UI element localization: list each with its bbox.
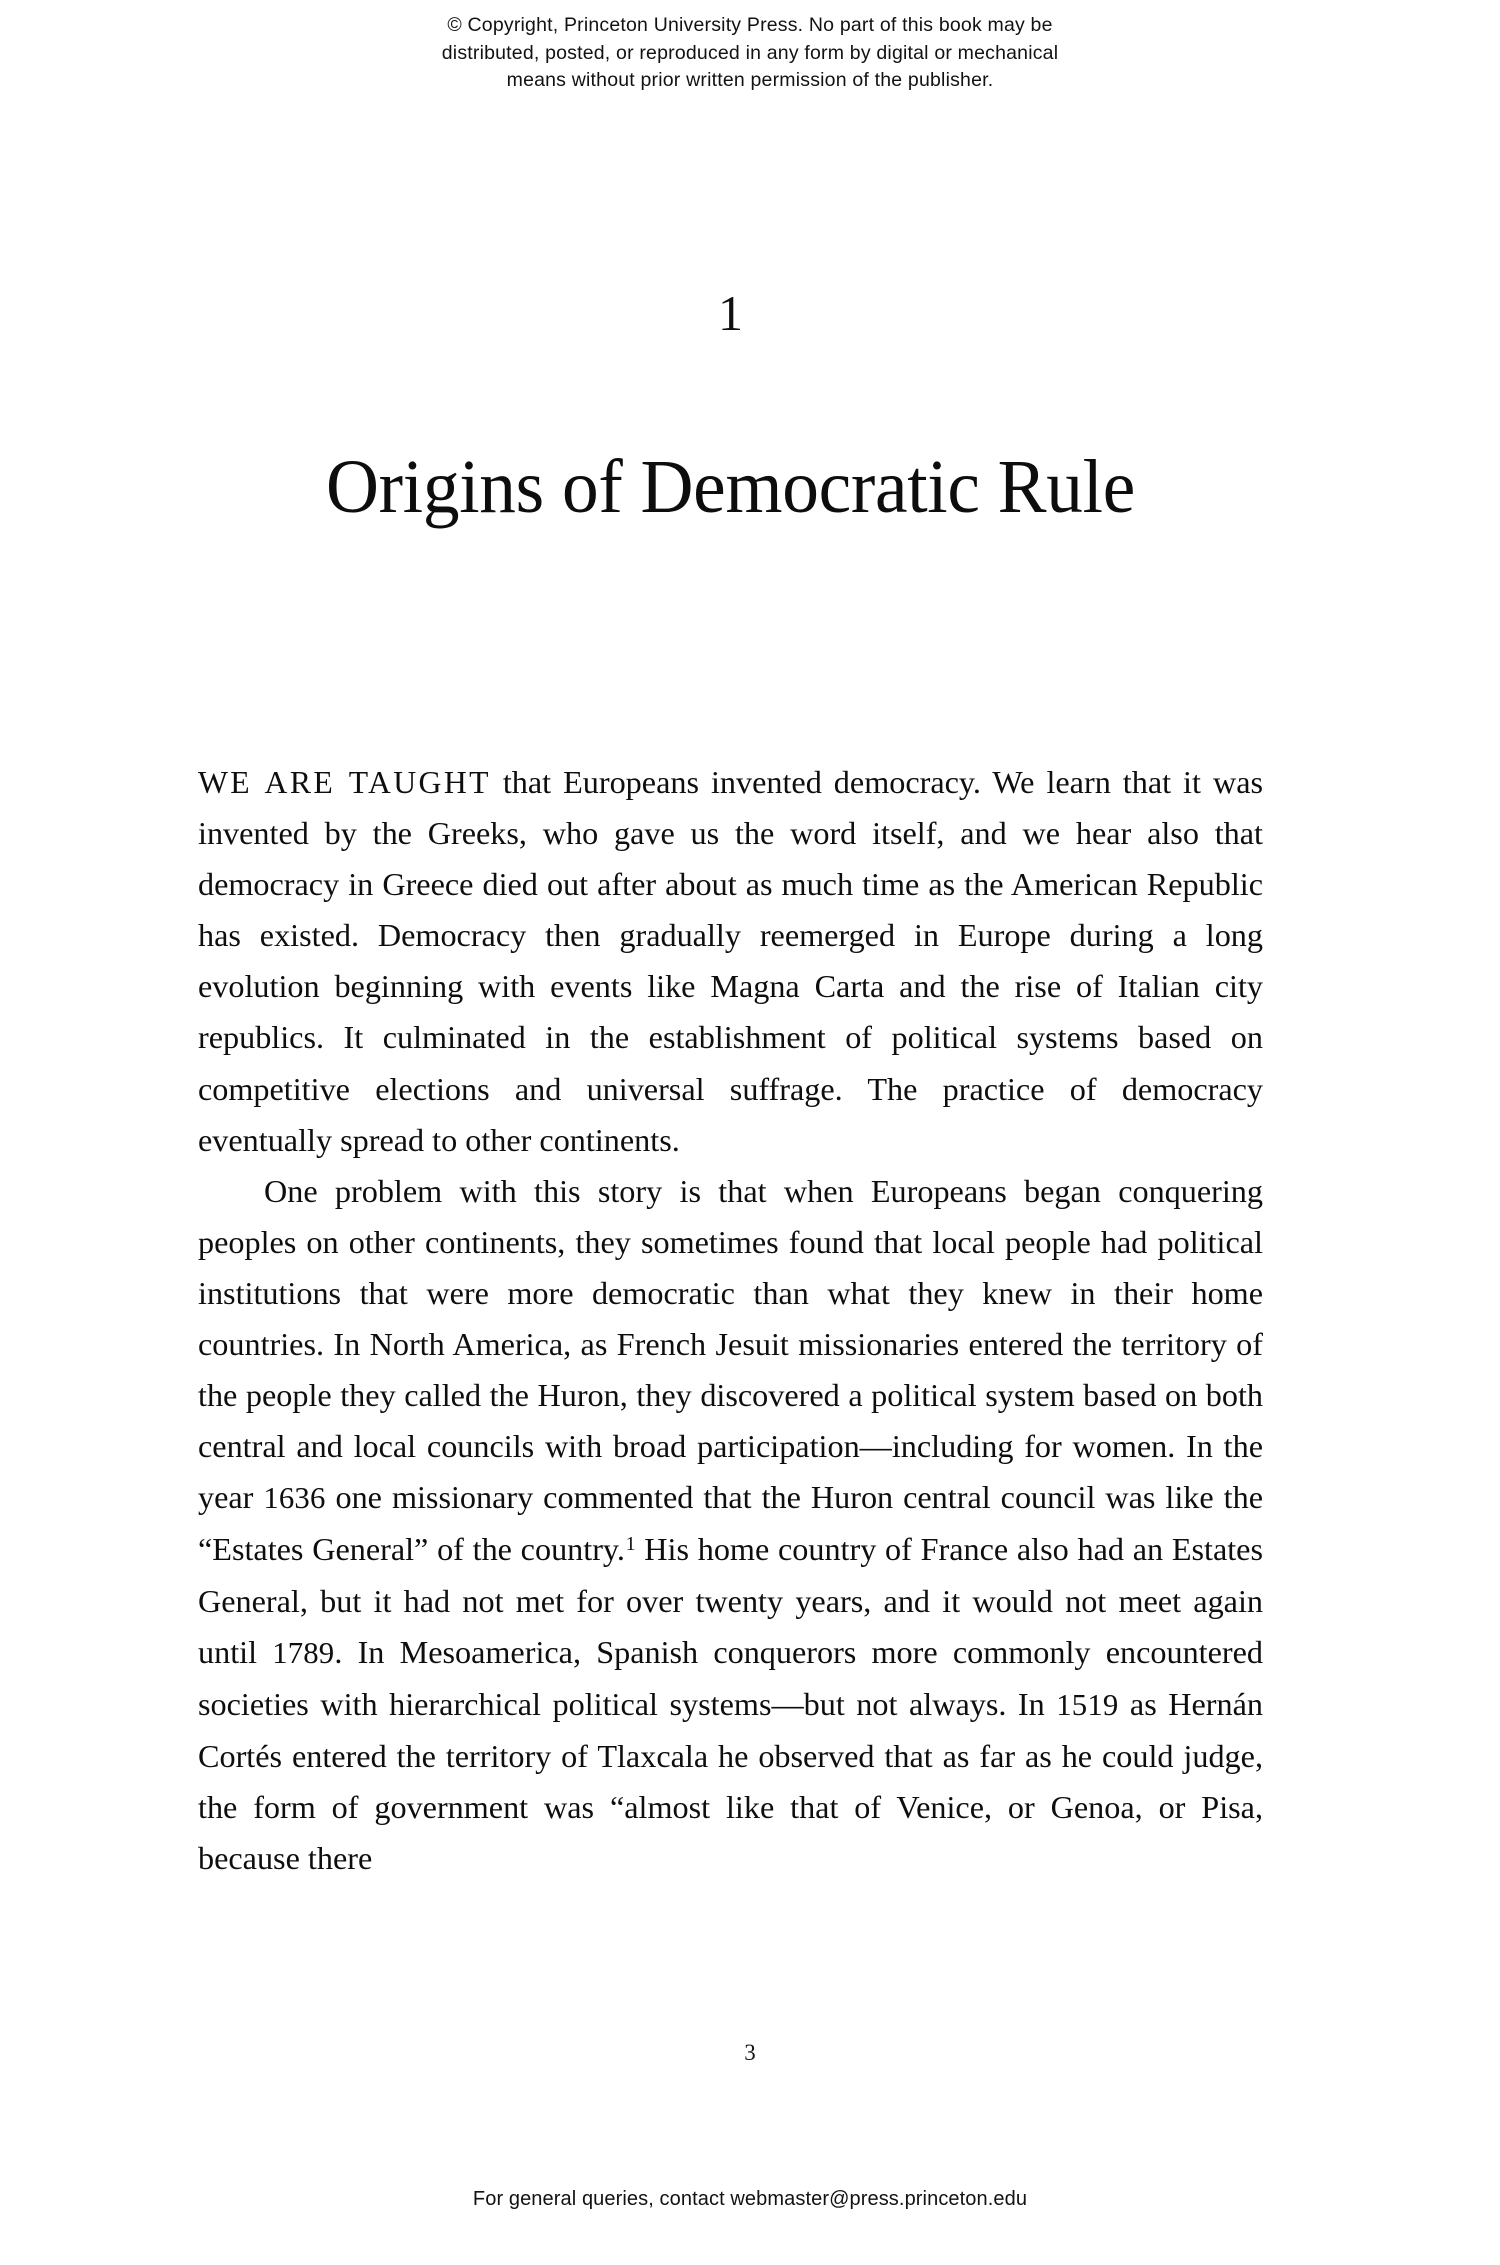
paragraph-2-segment-5: as Hernán Cortés entered the territory of Tlaxcala he observed that as far as he could judge, the form of government was “almost like that of Venice, or Genoa, or Pisa, because there [198,1685,1263,1876]
year-1519: 1519 [1056,1687,1119,1722]
copyright-notice [0,12,1500,95]
chapter-number: 1 [718,285,743,341]
paragraph-1-opener: WE ARE TAUGHT [198,765,491,800]
paragraph-2-segment-3: His home country of France also had an Estates General, but it had not met for over twenty years, and it would not meet again until [198,1531,1263,1670]
year-1789: 1789 [272,1635,335,1670]
copyright-line-1: © Copyright, Princeton University Press. No part of this book may be [447,14,1053,36]
footer-query-line: For general queries, contact webmaster@press.princeton.edu [472,2188,1028,2210]
paragraph-1-text: that Europeans invented democracy. We learn that it was invented by the Greeks, who gave us the word itself, and we hear also that democracy in Greece died out after about as much time as the American Republic has existed. Democracy then gradually reemerged in Europe during a long evolution beginning with events like Magna Carta and the rise of Italian city republics. It culminated in the establishment of political systems based on competitive elections and universal suffrage. The practice of democracy eventually spread to other continents. [198,764,1264,1158]
paragraph-2 [198,1166,1263,1884]
paragraph-2-segment-4: . In Mesoamerica, Spanish conquerors more commonly encountered societies with hierarchical political systems—but not always. In [198,1633,1263,1722]
copyright-line-2: distributed, posted, or reproduced in any form by digital or mechanical [441,41,1059,64]
page-number: 3 [744,2040,756,2065]
year-1636: 1636 [263,1481,326,1516]
chapter-title: Origins of Democratic Rule [325,444,1136,529]
body-text [198,757,1263,1884]
paragraph-1 [198,757,1263,1166]
paragraph-2-segment-1: One problem with this story is that when Europeans began conquering peoples on other continents, they sometimes found that local people had political institutions that were more democratic than what they knew in their home countries. In North America, as French Jesuit missionaries entered the territory of the people they called the Huron, they discovered a political system based on both central and local councils with broad participation—including for women. In the year [198,1172,1263,1516]
copyright-line-3: means without prior written permission of the publisher. [506,69,994,92]
paragraph-2-segment-2: one missionary commented that the Huron central council was like the “Estates General” of the country. [198,1479,1263,1568]
footnote-marker[interactable]: 1 [625,1533,636,1556]
